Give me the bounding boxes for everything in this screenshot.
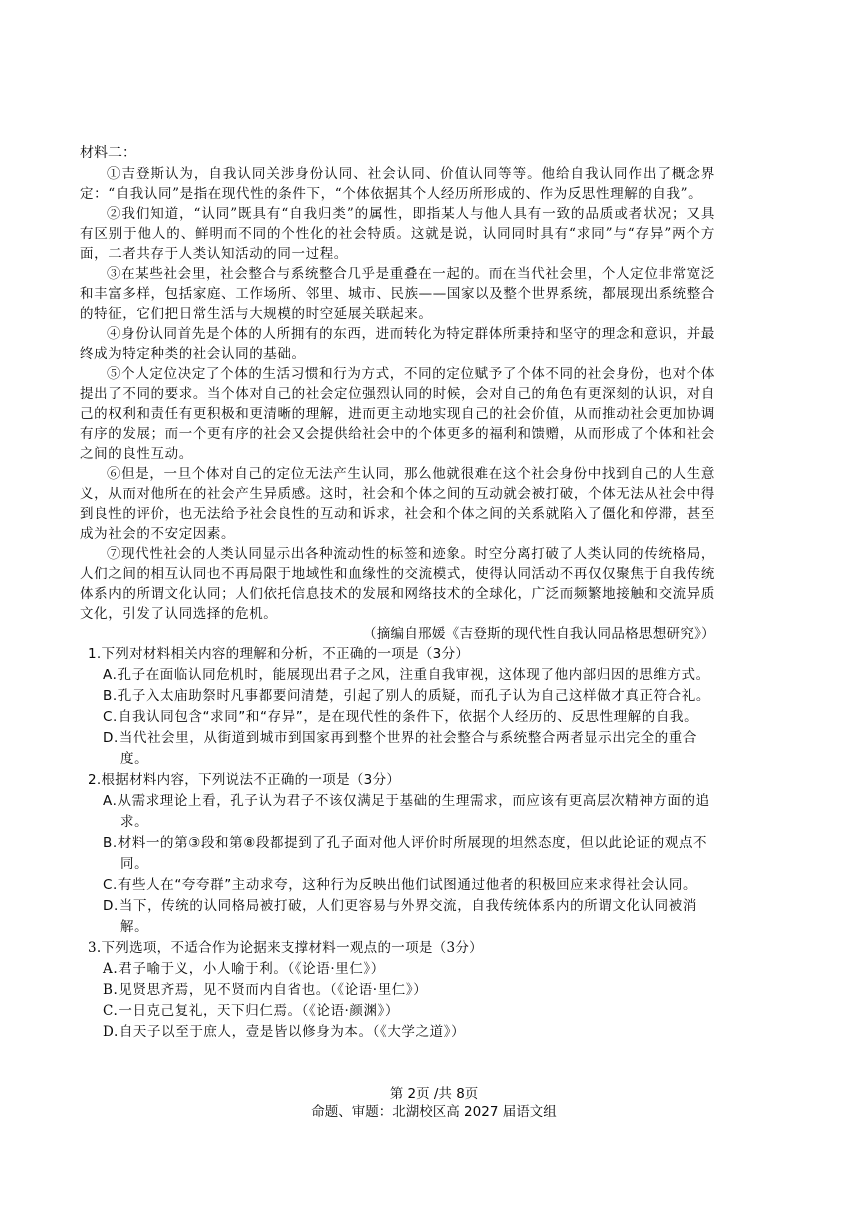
option-c: C.一日克己复礼，天下归仁焉。（《论语·颜渊》） — [103, 1003, 400, 1019]
option-b: B.见贤思齐焉，见不贤而内自省也。（《论语·里仁》） — [103, 982, 428, 998]
material-paragraph-4: ④身份认同首先是个体的人所拥有的东西，进而转化为特定群体所秉持和坚守的理念和意识，并最终成为特定种类的社会认同的基础。 — [80, 326, 715, 362]
option-a: A.从需求理论上看，孔子认为君子不该仅满足于基础的生理需求，而应该有更高层次精神方面的追求。 — [103, 793, 710, 830]
footer-credit: 命题、审题：北湖校区高 2027 届语文组 — [311, 1104, 557, 1120]
question-2 — [80, 770, 715, 938]
option-b: B.材料一的第③段和第⑧段都提到了孔子面对他人评价时所展现的坦然态度，但以此论证的观点不同。 — [103, 835, 708, 872]
option-d: D.当代社会里，从街道到城市到国家再到整个世界的社会整合与系统整合两者显示出完全的重合度。 — [103, 730, 697, 767]
page-content — [80, 144, 715, 1043]
option-a: A.孔子在面临认同危机时，能展现出君子之风，注重自我审视，这体现了他内部归因的思维方式。 — [103, 667, 710, 683]
material-paragraph-1: ①吉登斯认为，自我认同关涉身份认同、社会认同、价值认同等等。他给自我认同作出了概念界定：“自我认同”是指在现代性的条件下，“个体依据其个人经历所形成的、作为反思性理解的自我”。 — [80, 166, 715, 202]
material-source: （摘编自邢媛《吉登斯的现代性自我认同品格思想研究》） — [362, 626, 715, 642]
material-paragraph-3: ③在某些社会里，社会整合与系统整合几乎是重叠在一起的。而在当代社会里，个人定位非常宽泛和丰富多样，包括家庭、工作场所、邻里、城市、民族——国家以及整个世界系统，都展现出系统整合的特征，它们把日常生活与大规模的时空延展关联起来。 — [80, 266, 715, 322]
option-b: B.孔子入太庙助祭时凡事都要问清楚，引起了别人的质疑，而孔子认为自己这样做才真正符合礼。 — [103, 688, 710, 704]
option-d: D.自天子以至于庶人，壹是皆以修身为本。（《大学之道》） — [103, 1024, 466, 1040]
page-number: 第 2页 /共 8页 — [389, 1086, 479, 1102]
question-1 — [80, 644, 715, 770]
question-stem: 1.下列对材料相关内容的理解和分析，不正确的一项是（3分） — [88, 646, 470, 662]
question-stem: 2.根据材料内容，下列说法不正确的一项是（3分） — [88, 772, 401, 788]
option-d: D.当下，传统的认同格局被打破，人们更容易与外界交流，自我传统体系内的所谓文化认同被消解。 — [103, 898, 697, 935]
option-a: A.君子喻于义，小人喻于利。（《论语·里仁》） — [103, 961, 385, 977]
option-c: C.自我认同包含“求同”和“存异”，是在现代性的条件下，依据个人经历的、反思性理解的自我。 — [103, 709, 699, 725]
material-heading: 材料二： — [80, 145, 136, 161]
question-3 — [80, 938, 715, 1043]
question-stem: 3.下列选项，不适合作为论据来支撑材料一观点的一项是（3分） — [88, 940, 483, 956]
material-paragraph-5: ⑤个人定位决定了个体的生活习惯和行为方式，不同的定位赋予了个体不同的社会身份，也对个体提出了不同的要求。当个体对自己的社会定位强烈认同的时候，会对自己的角色有更深刻的认识，对自己的权利和责任有更积极和更清晰的理解，进而更主动地实现自己的社会价值，从而推动社会更加协调有序的发展；而一个更有序的社会又会提供给社会中的个体更多的福利和馈赠，从而形成了个体和社会之间的良性互动。 — [80, 366, 715, 462]
material-paragraph-2: ②我们知道，“认同”既具有“自我归类”的属性，即指某人与他人具有一致的品质或者状况；又具有区别于他人的、鲜明而不同的个性化的社会特质。这就是说，认同同时具有“求同”与“存异”两个方面，二者共存于人类认知活动的同一过程。 — [80, 206, 715, 262]
material-paragraph-6: ⑥但是，一旦个体对自己的定位无法产生认同，那么他就很难在这个社会身份中找到自己的人生意义，从而对他所在的社会产生异质感。这时，社会和个体之间的互动就会被打破，个体无法从社会中得到良性的评价，也无法给予社会良性的互动和诉求，社会和个体之间的关系就陷入了僵化和停滞，甚至成为社会的不安定因素。 — [80, 466, 715, 542]
option-c: C.有些人在“夸夸群”主动求夸，这种行为反映出他们试图通过他者的积极回应来求得社会认同。 — [103, 877, 698, 893]
material-paragraph-7: ⑦现代性社会的人类认同显示出各种流动性的标签和迹象。时空分离打破了人类认同的传统格局，人们之间的相互认同也不再局限于地域性和血缘性的交流模式，使得认同活动不再仅仅聚焦于自我传统体系内的所谓文化认同；人们依托信息技术的发展和网络技术的全球化，广泛而频繁地接触和交流异质文化，引发了认同选择的危机。 — [80, 546, 715, 622]
